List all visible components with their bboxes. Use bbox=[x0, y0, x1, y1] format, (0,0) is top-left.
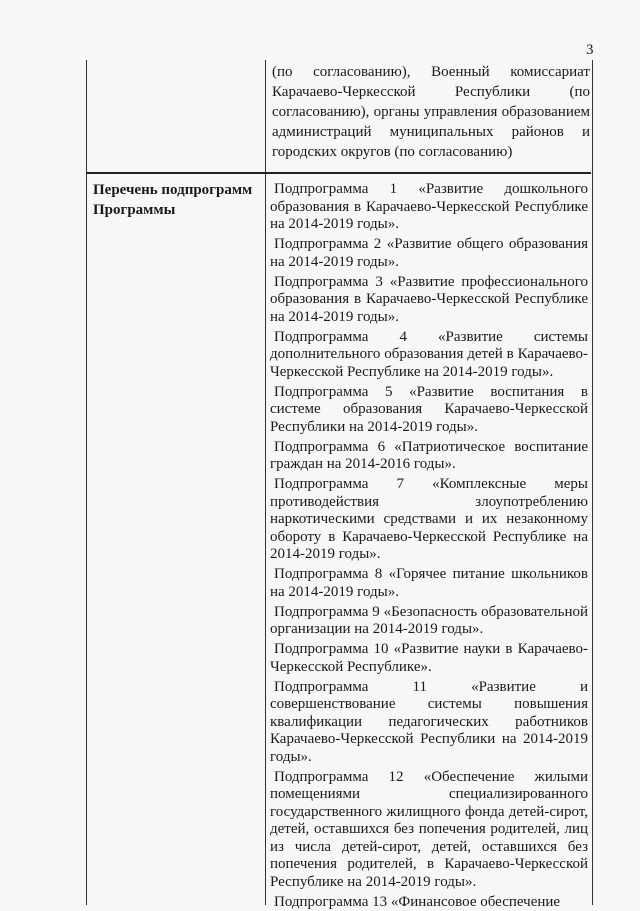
list-item: Подпрограмма 5 «Развитие воспитания в системе образования Карачаево-Черкесской Республики на 2014-2019 годы». bbox=[270, 384, 588, 437]
list-item: Подпрограмма 9 «Безопасность образовательной организации на 2014-2019 годы». bbox=[270, 604, 588, 639]
row-divider bbox=[86, 172, 591, 174]
page-number: 3 bbox=[586, 42, 594, 59]
list-item: Подпрограмма 7 «Комплексные меры противодействия злоупотреблению наркотическими средствами и их незаконному обороту в Карачаево-Черкесской Республике на 2014-2019 годы». bbox=[270, 476, 588, 564]
row1-text: (по согласованию), Военный комиссариат Карачаево-Черкесской Республики (по согласованию), органы управления образованием администраций муниципальных районов и городских округов (по согласованию) bbox=[272, 62, 590, 162]
subprograms-label: Перечень подпрограмм Программы bbox=[93, 180, 261, 220]
list-item: Подпрограмма 6 «Патриотическое воспитание граждан на 2014-2016 годы». bbox=[270, 439, 588, 474]
list-item: Подпрограмма 2 «Развитие общего образования на 2014-2019 годы». bbox=[270, 236, 588, 271]
list-item: Подпрограмма 10 «Развитие науки в Карачаево-Черкесской Республике». bbox=[270, 641, 588, 676]
list-item: Подпрограмма 4 «Развитие системы дополнительного образования детей в Карачаево-Черкесской Республике на 2014-2019 годы». bbox=[270, 329, 588, 382]
column-divider bbox=[265, 60, 266, 905]
list-item: Подпрограмма 13 «Финансовое обеспечение bbox=[270, 894, 588, 911]
list-item: Подпрограмма 3 «Развитие профессионального образования в Карачаево-Черкесской Республике на 2014-2019 годы». bbox=[270, 274, 588, 327]
list-item: Подпрограмма 12 «Обеспечение жилыми помещениями специализированного государственного жилищного фонда детей-сирот, детей, оставшихся без попечения родителей, лиц из числа детей-сирот, детей, оставшихся без попечения родителей, в Карачаево-Черкесской Республике на 2014-2019 годы». bbox=[270, 769, 588, 892]
subprograms-list bbox=[270, 181, 588, 911]
list-item: Подпрограмма 1 «Развитие дошкольного образования в Карачаево-Черкесской Республике на 2014-2019 годы». bbox=[270, 181, 588, 234]
list-item: Подпрограмма 11 «Развитие и совершенствование системы повышения квалификации педагогических работников Карачаево-Черкесской Республики на 2014-2019 годы». bbox=[270, 679, 588, 767]
list-item: Подпрограмма 8 «Горячее питание школьников на 2014-2019 годы». bbox=[270, 566, 588, 601]
